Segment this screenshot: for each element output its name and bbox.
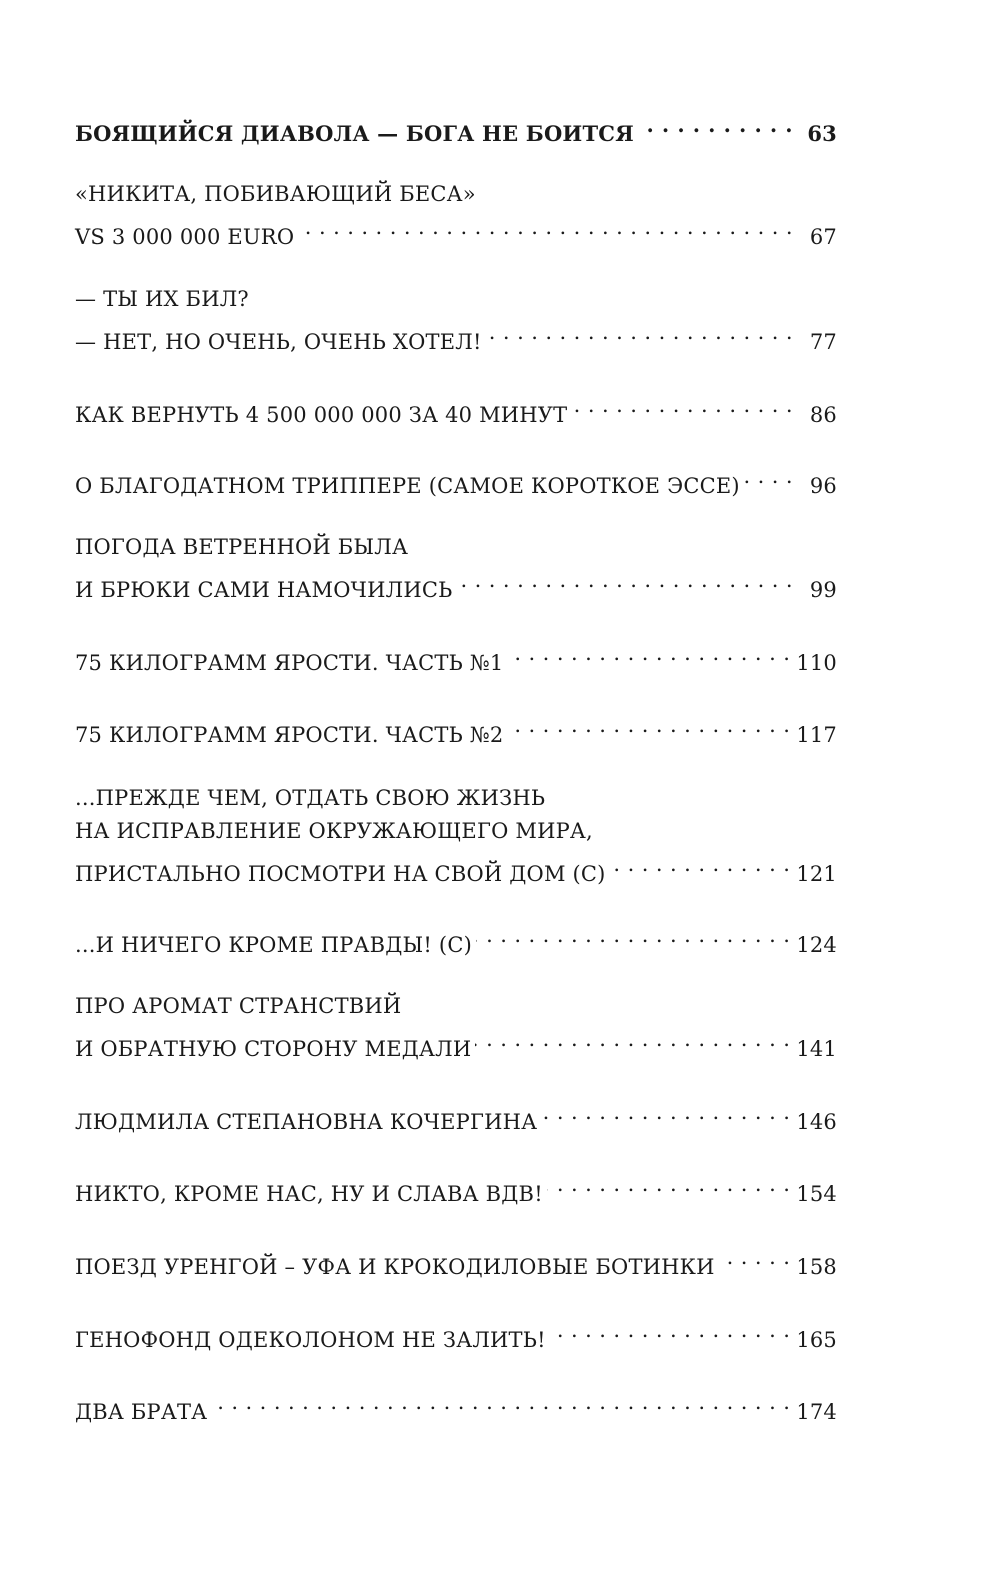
dot-leader <box>298 211 793 244</box>
toc-entry-page: 63 <box>807 121 837 146</box>
toc-entry-title: И ОБРАТНУЮ СТОРОНУ МЕДАЛИ <box>75 1037 472 1061</box>
toc-entry-title: — ТЫ ИХ БИЛ? <box>75 287 249 311</box>
toc-entry-page: 96 <box>809 474 837 498</box>
dot-leader <box>744 460 793 493</box>
dot-leader <box>507 637 790 670</box>
dot-leader <box>507 709 790 742</box>
dot-leader <box>486 316 793 349</box>
toc-entry-page: 158 <box>796 1255 837 1279</box>
toc-entry-page: 117 <box>796 723 837 747</box>
dot-leader <box>550 1314 791 1347</box>
toc-entry-title: НА ИСПРАВЛЕНИЕ ОКРУЖАЮЩЕГО МИРА, <box>75 819 593 843</box>
toc-entry <box>75 1314 837 1352</box>
toc-entry-page: 77 <box>809 330 837 354</box>
toc-entry-title: 75 КИЛОГРАММ ЯРОСТИ. ЧАСТЬ №1 <box>75 651 504 675</box>
toc-entry-title: ЛЮДМИЛА СТЕПАНОВНА КОЧЕРГИНА <box>75 1110 538 1134</box>
dot-leader <box>541 1096 790 1129</box>
dot-leader <box>571 389 793 422</box>
toc-entry <box>75 1241 837 1279</box>
toc-entry <box>75 1168 837 1206</box>
toc-entry <box>75 1096 837 1134</box>
toc-entry-page: 165 <box>796 1328 837 1352</box>
toc-entry-title: 75 КИЛОГРАММ ЯРОСТИ. ЧАСТЬ №2 <box>75 723 504 747</box>
dot-leader <box>610 848 791 881</box>
toc-entry <box>75 389 837 427</box>
toc-entry-page: 174 <box>796 1400 837 1424</box>
toc-entry <box>75 637 837 675</box>
toc-entry-title: ПОГОДА ВЕТРЕННОЙ БЫЛА <box>75 535 409 559</box>
toc-entry-title: ДВА БРАТА <box>75 1400 208 1424</box>
toc-entry-title: ...ПРЕЖДЕ ЧЕМ, ОТДАТЬ СВОЮ ЖИЗНЬ <box>75 786 546 810</box>
toc-entry-page: 124 <box>796 933 837 957</box>
toc-entry-title: ГЕНОФОНД ОДЕКОЛОНОМ НЕ ЗАЛИТЬ! <box>75 1328 546 1352</box>
toc-entry <box>75 919 837 957</box>
toc-entry <box>75 460 837 498</box>
toc-entry-title: О БЛАГОДАТНОМ ТРИППЕРЕ (САМОЕ КОРОТКОЕ ЭССЕ) <box>75 474 740 498</box>
toc-entry-page: 121 <box>796 862 837 886</box>
toc-entry-title: И БРЮКИ САМИ НАМОЧИЛИСЬ <box>75 578 453 602</box>
toc-entry-title: «НИКИТА, ПОБИВАЮЩИЙ БЕСА» <box>75 182 476 206</box>
toc-entry-title: ПРИСТАЛЬНО ПОСМОТРИ НА СВОЙ ДОМ (С) <box>75 862 606 886</box>
toc-entry-page: 99 <box>809 578 837 602</box>
toc-entry-title: VS 3 000 000 EURO <box>75 225 295 249</box>
dot-leader <box>456 564 793 597</box>
toc-entry-title: ПОЕЗД УРЕНГОЙ – УФА И КРОКОДИЛОВЫЕ БОТИНКИ <box>75 1255 715 1279</box>
dot-leader <box>719 1241 791 1274</box>
toc-entry-title: — НЕТ, НО ОЧЕНЬ, ОЧЕНЬ ХОТЕЛ! <box>75 330 482 354</box>
toc-entry-page: 110 <box>796 651 837 675</box>
toc-entry-title: КАК ВЕРНУТЬ 4 500 000 000 ЗА 40 МИНУТ <box>75 403 568 427</box>
toc-entry-page: 154 <box>796 1182 837 1206</box>
dot-leader <box>475 1023 790 1056</box>
toc-entry-page: 146 <box>796 1110 837 1134</box>
toc-entry <box>75 782 837 886</box>
dot-leader <box>476 919 790 952</box>
toc-entry <box>75 990 837 1061</box>
toc-entry <box>75 531 837 602</box>
toc-entry-page: 67 <box>809 225 837 249</box>
toc-entry-page: 141 <box>796 1037 837 1061</box>
toc-entry-title: ПРО АРОМАТ СТРАНСТВИЙ <box>75 994 402 1018</box>
dot-leader <box>638 108 793 141</box>
toc-entry-title: БОЯЩИЙСЯ ДИАВОЛА — БОГА НЕ БОИТСЯ <box>75 121 634 146</box>
toc-entry-title: НИКТО, КРОМЕ НАС, НУ И СЛАВА ВДВ! <box>75 1182 543 1206</box>
dot-leader <box>211 1386 790 1419</box>
dot-leader <box>547 1168 790 1201</box>
toc-entry-page: 86 <box>809 403 837 427</box>
toc-entry <box>75 178 837 249</box>
toc-entry <box>75 283 837 354</box>
toc-entry-title: ...И НИЧЕГО КРОМЕ ПРАВДЫ! (С) <box>75 933 472 957</box>
toc-entry <box>75 709 837 747</box>
toc-entry <box>75 108 837 146</box>
toc-entry <box>75 1386 837 1424</box>
